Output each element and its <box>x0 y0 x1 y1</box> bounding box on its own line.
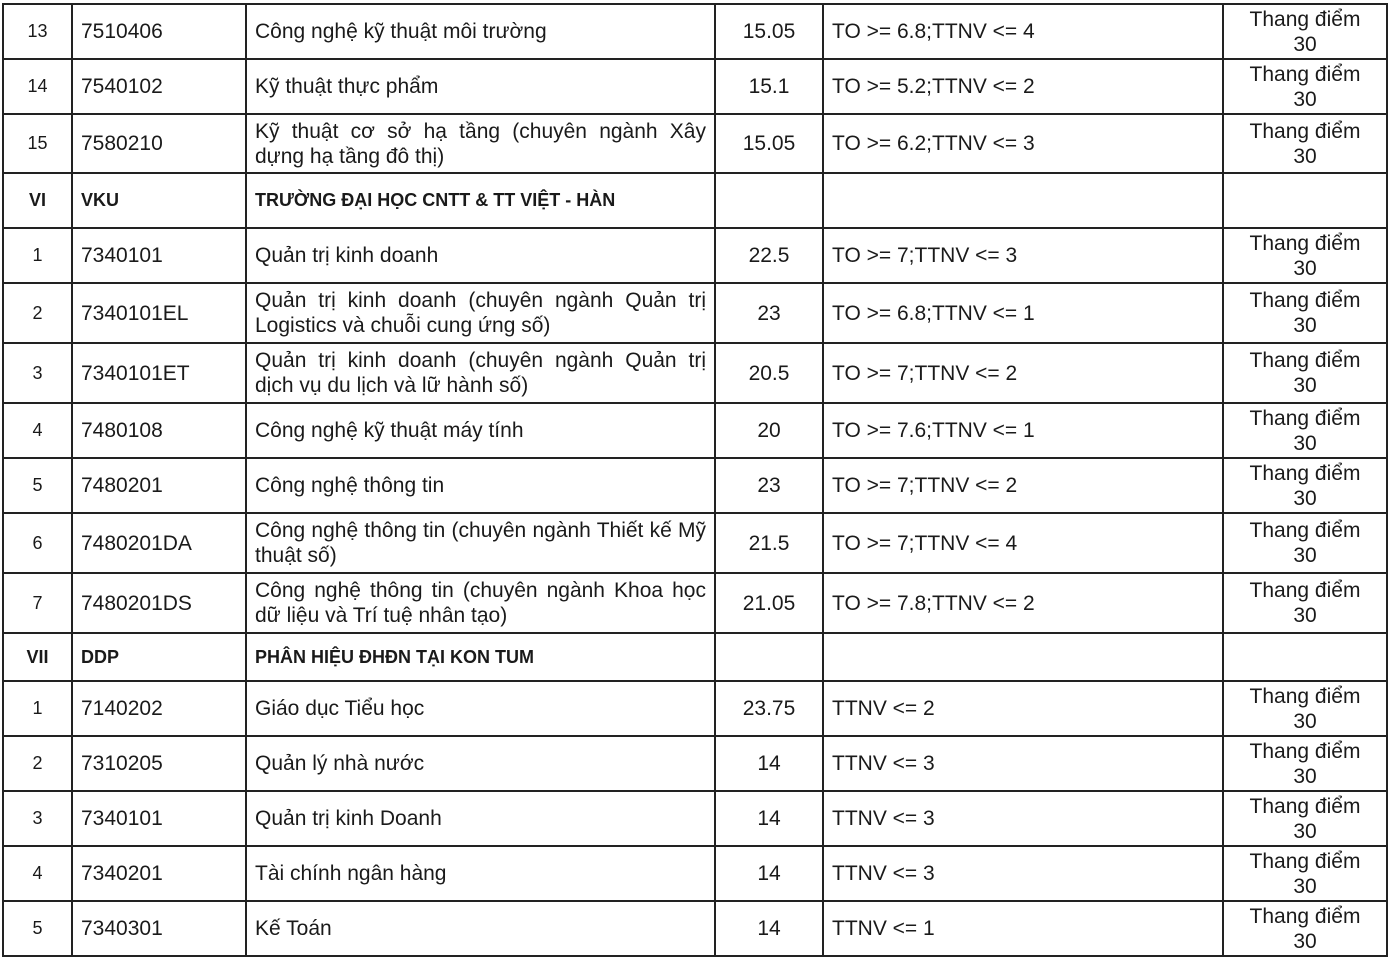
admission-table-body <box>3 4 1387 956</box>
table-row <box>3 791 1387 846</box>
major-code: 7540102 <box>72 59 246 114</box>
scale-note-label: Thang điểm <box>1249 461 1361 485</box>
scale-note <box>1223 458 1387 513</box>
scale-note <box>1223 343 1387 403</box>
note-cell <box>1223 173 1387 228</box>
admission-condition: TTNV <= 3 <box>823 736 1223 791</box>
scale-note-label: Thang điểm <box>1249 794 1361 818</box>
table-row <box>3 114 1387 173</box>
section-header-row <box>3 633 1387 681</box>
admission-score: 14 <box>715 791 823 846</box>
major-code: DDP <box>72 633 246 681</box>
scale-note <box>1223 573 1387 633</box>
table-row <box>3 403 1387 458</box>
admission-condition: TTNV <= 3 <box>823 791 1223 846</box>
major-code: 7480201DS <box>72 573 246 633</box>
major-code: 7310205 <box>72 736 246 791</box>
admission-score: 14 <box>715 736 823 791</box>
major-name: Công nghệ thông tin (chuyên ngành Thiết kế Mỹ thuật số) <box>246 513 715 573</box>
scale-note-value: 30 <box>1293 604 1317 627</box>
admission-condition: TO >= 7.6;TTNV <= 1 <box>823 403 1223 458</box>
admission-condition: TO >= 7;TTNV <= 3 <box>823 228 1223 283</box>
scale-note-label: Thang điểm <box>1249 904 1361 928</box>
scale-note-value: 30 <box>1293 874 1317 898</box>
admission-score: 15.1 <box>715 59 823 114</box>
major-name: Quản trị kinh doanh (chuyên ngành Quản trị dịch vụ du lịch và lữ hành số) <box>246 343 715 403</box>
table-row <box>3 846 1387 901</box>
major-name: Quản trị kinh Doanh <box>246 791 715 846</box>
admission-condition: TO >= 5.2;TTNV <= 2 <box>823 59 1223 114</box>
major-code: 7510406 <box>72 4 246 59</box>
admission-condition: TO >= 7;TTNV <= 4 <box>823 513 1223 573</box>
major-name: Công nghệ thông tin <box>246 458 715 513</box>
table-row <box>3 283 1387 343</box>
score-cell <box>715 633 823 681</box>
table-row <box>3 59 1387 114</box>
condition-cell <box>823 173 1223 228</box>
scale-note-label: Thang điểm <box>1249 519 1361 542</box>
scale-note-value: 30 <box>1293 87 1317 111</box>
scale-note-label: Thang điểm <box>1249 289 1361 312</box>
scale-note-label: Thang điểm <box>1249 579 1361 602</box>
major-code: 7340301 <box>72 901 246 956</box>
scale-note-label: Thang điểm <box>1249 62 1361 86</box>
admission-score: 14 <box>715 846 823 901</box>
admission-score: 15.05 <box>715 114 823 173</box>
note-cell <box>1223 633 1387 681</box>
scale-note-value: 30 <box>1293 374 1317 397</box>
major-code: 7480108 <box>72 403 246 458</box>
row-index: 14 <box>3 59 72 114</box>
admission-condition: TO >= 6.8;TTNV <= 4 <box>823 4 1223 59</box>
major-name: Kỹ thuật thực phẩm <box>246 59 715 114</box>
major-code: 7580210 <box>72 114 246 173</box>
scale-note-value: 30 <box>1293 486 1317 510</box>
table-row <box>3 458 1387 513</box>
row-index: 13 <box>3 4 72 59</box>
row-index: 15 <box>3 114 72 173</box>
scale-note-value: 30 <box>1293 764 1317 788</box>
admission-score: 20.5 <box>715 343 823 403</box>
admission-score: 20 <box>715 403 823 458</box>
row-index: 6 <box>3 513 72 573</box>
scale-note <box>1223 59 1387 114</box>
scale-note-value: 30 <box>1293 544 1317 567</box>
admission-score: 23.75 <box>715 681 823 736</box>
major-code: 7480201DA <box>72 513 246 573</box>
admission-score: 22.5 <box>715 228 823 283</box>
scale-note <box>1223 4 1387 59</box>
section-title: TRƯỜNG ĐẠI HỌC CNTT & TT VIỆT - HÀN <box>246 173 715 228</box>
scale-note <box>1223 114 1387 173</box>
scale-note <box>1223 846 1387 901</box>
major-name: Kỹ thuật cơ sở hạ tầng (chuyên ngành Xây dựng hạ tầng đô thị) <box>246 114 715 173</box>
major-code: 7340101EL <box>72 283 246 343</box>
row-index: 7 <box>3 573 72 633</box>
admission-score: 23 <box>715 283 823 343</box>
row-index: 2 <box>3 736 72 791</box>
major-name: Công nghệ kỹ thuật máy tính <box>246 403 715 458</box>
scale-note <box>1223 513 1387 573</box>
admission-condition: TO >= 7;TTNV <= 2 <box>823 343 1223 403</box>
major-name: Quản trị kinh doanh <box>246 228 715 283</box>
admission-score: 21.5 <box>715 513 823 573</box>
admission-condition: TO >= 7;TTNV <= 2 <box>823 458 1223 513</box>
row-index: 3 <box>3 343 72 403</box>
row-index: 4 <box>3 403 72 458</box>
scale-note-value: 30 <box>1293 32 1317 56</box>
major-code: 7140202 <box>72 681 246 736</box>
scale-note-value: 30 <box>1293 431 1317 455</box>
scale-note-label: Thang điểm <box>1249 119 1361 143</box>
admission-condition: TTNV <= 1 <box>823 901 1223 956</box>
row-index: VII <box>3 633 72 681</box>
admission-score: 23 <box>715 458 823 513</box>
admission-score: 21.05 <box>715 573 823 633</box>
major-name: Quản lý nhà nước <box>246 736 715 791</box>
row-index: VI <box>3 173 72 228</box>
table-row <box>3 228 1387 283</box>
admission-condition: TTNV <= 2 <box>823 681 1223 736</box>
scale-note-label: Thang điểm <box>1249 231 1361 255</box>
scale-note-value: 30 <box>1293 819 1317 843</box>
row-index: 5 <box>3 458 72 513</box>
admission-condition: TO >= 6.2;TTNV <= 3 <box>823 114 1223 173</box>
scale-note-label: Thang điểm <box>1249 849 1361 873</box>
section-header-row <box>3 173 1387 228</box>
scale-note-label: Thang điểm <box>1249 406 1361 430</box>
scale-note-value: 30 <box>1293 709 1317 733</box>
major-name: Công nghệ thông tin (chuyên ngành Khoa học dữ liệu và Trí tuệ nhân tạo) <box>246 573 715 633</box>
row-index: 3 <box>3 791 72 846</box>
admission-condition: TO >= 7.8;TTNV <= 2 <box>823 573 1223 633</box>
admission-table <box>2 3 1388 957</box>
table-row <box>3 4 1387 59</box>
major-name: Quản trị kinh doanh (chuyên ngành Quản trị Logistics và chuỗi cung ứng số) <box>246 283 715 343</box>
major-name: Kế Toán <box>246 901 715 956</box>
major-code: 7340101 <box>72 228 246 283</box>
admission-condition: TO >= 6.8;TTNV <= 1 <box>823 283 1223 343</box>
scale-note-label: Thang điểm <box>1249 349 1361 372</box>
major-code: 7480201 <box>72 458 246 513</box>
row-index: 1 <box>3 228 72 283</box>
scale-note <box>1223 791 1387 846</box>
scale-note-label: Thang điểm <box>1249 684 1361 708</box>
major-code: 7340201 <box>72 846 246 901</box>
table-row <box>3 901 1387 956</box>
table-row <box>3 573 1387 633</box>
major-name: Giáo dục Tiểu học <box>246 681 715 736</box>
scale-note <box>1223 681 1387 736</box>
scale-note <box>1223 283 1387 343</box>
scale-note-value: 30 <box>1293 314 1317 337</box>
table-row <box>3 681 1387 736</box>
section-title: PHÂN HIỆU ĐHĐN TẠI KON TUM <box>246 633 715 681</box>
table-row <box>3 343 1387 403</box>
row-index: 2 <box>3 283 72 343</box>
admission-score: 14 <box>715 901 823 956</box>
scale-note <box>1223 228 1387 283</box>
scale-note-value: 30 <box>1293 144 1317 168</box>
row-index: 5 <box>3 901 72 956</box>
row-index: 1 <box>3 681 72 736</box>
table-row <box>3 736 1387 791</box>
scale-note-label: Thang điểm <box>1249 7 1361 31</box>
scale-note <box>1223 403 1387 458</box>
scale-note-value: 30 <box>1293 256 1317 280</box>
row-index: 4 <box>3 846 72 901</box>
scale-note <box>1223 736 1387 791</box>
major-code: 7340101ET <box>72 343 246 403</box>
admission-score: 15.05 <box>715 4 823 59</box>
major-code: VKU <box>72 173 246 228</box>
major-code: 7340101 <box>72 791 246 846</box>
table-row <box>3 513 1387 573</box>
scale-note-value: 30 <box>1293 929 1317 953</box>
score-cell <box>715 173 823 228</box>
scale-note <box>1223 901 1387 956</box>
major-name: Tài chính ngân hàng <box>246 846 715 901</box>
admission-condition: TTNV <= 3 <box>823 846 1223 901</box>
scale-note-label: Thang điểm <box>1249 739 1361 763</box>
major-name: Công nghệ kỹ thuật môi trường <box>246 4 715 59</box>
condition-cell <box>823 633 1223 681</box>
